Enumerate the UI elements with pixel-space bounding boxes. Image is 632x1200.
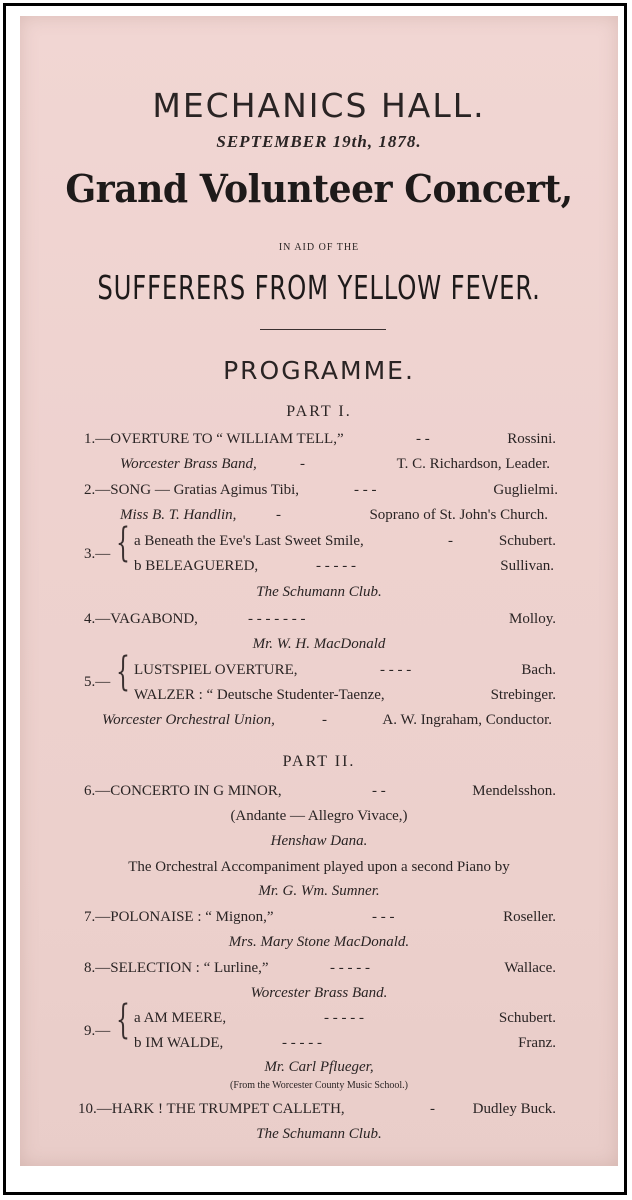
item-5-brace: { — [116, 649, 130, 695]
item-7-title: 7.—POLONAISE : “ Mignon,” — [84, 909, 274, 925]
item-10-title: 10.—HARK ! THE TRUMPET CALLETH, — [78, 1101, 345, 1117]
item-3a-dash: - — [448, 533, 453, 549]
document-frame — [3, 3, 627, 1195]
item-6-composer: Mendelsshon. — [472, 783, 556, 799]
item-9-performer: Mr. Carl Pflueger, — [264, 1059, 374, 1075]
item-5a-dashes: - - - - — [380, 662, 412, 678]
item-1-leader: T. C. Richardson, Leader. — [396, 456, 550, 472]
item-6-note: The Orchestral Accompaniment played upon a second Piano by — [128, 859, 510, 875]
item-9a-composer: Schubert. — [498, 1010, 556, 1026]
part-two-heading: PART II. — [282, 753, 356, 770]
item-5-number: 5.— — [84, 674, 111, 690]
item-1-title: 1.—OVERTURE TO “ WILLIAM TELL,” — [84, 431, 344, 447]
item-3-brace: { — [116, 520, 130, 566]
item-6-title: 6.—CONCERTO IN G MINOR, — [84, 783, 282, 799]
item-9b-composer: Franz. — [518, 1035, 556, 1051]
item-2-dashes: - - - — [354, 482, 377, 498]
item-6-movement: (Andante — Allegro Vivace,) — [230, 808, 408, 824]
item-3b-dashes: - - - - - — [316, 558, 356, 574]
item-9a-title: a AM MEERE, — [134, 1010, 227, 1026]
item-5a-composer: Bach. — [521, 662, 556, 678]
item-3-performer: The Schumann Club. — [256, 584, 382, 600]
concert-programme — [20, 16, 618, 1166]
item-1-dashes: - - — [416, 431, 430, 447]
item-5-performer: Worcester Orchestral Union, — [102, 712, 275, 728]
item-8-title: 8.—SELECTION : “ Lurline,” — [84, 960, 269, 976]
item-2-dash: - — [276, 507, 281, 523]
item-5b-title: WALZER : “ Deutsche Studenter-Taenze, — [134, 687, 385, 703]
item-7-composer: Roseller. — [503, 909, 556, 925]
item-8-performer: Worcester Brass Band. — [250, 985, 388, 1001]
item-3a-title: a Beneath the Eve's Last Sweet Smile, — [134, 533, 364, 549]
item-6-accompanist: Mr. G. Wm. Sumner. — [258, 883, 380, 899]
item-6-performer: Henshaw Dana. — [270, 833, 368, 849]
item-9-brace: { — [116, 997, 130, 1043]
item-9-school: (From the Worcester County Music School.) — [230, 1080, 408, 1091]
item-10-performer: The Schumann Club. — [256, 1126, 382, 1142]
programme-heading: PROGRAMME. — [223, 356, 415, 385]
concert-title: Grand Volunteer Concert, — [65, 166, 573, 211]
item-5-dash: - — [322, 712, 327, 728]
item-9a-dashes: - - - - - — [324, 1010, 364, 1026]
item-8-dashes: - - - - - — [330, 960, 370, 976]
part-one-heading: PART I. — [286, 403, 352, 420]
item-3b-composer: Sullivan. — [500, 558, 554, 574]
item-3b-title: b BELEAGUERED, — [134, 558, 259, 574]
item-5-conductor: A. W. Ingraham, Conductor. — [382, 712, 552, 728]
item-9-number: 9.— — [84, 1023, 111, 1039]
item-2-composer: Guglielmi. — [493, 482, 558, 498]
item-8-composer: Wallace. — [504, 960, 556, 976]
header-divider — [260, 329, 386, 330]
item-1-dash: - — [300, 456, 305, 472]
concert-date: SEPTEMBER 19th, 1878. — [216, 132, 422, 151]
item-9b-dashes: - - - - - — [282, 1035, 322, 1051]
item-3-number: 3.— — [84, 546, 111, 562]
item-2-performer: Miss B. T. Handlin, — [120, 507, 237, 523]
item-6-dashes: - - — [372, 783, 386, 799]
item-4-performer: Mr. W. H. MacDonald — [252, 636, 386, 652]
item-2-title: 2.—SONG — Gratias Agimus Tibi, — [84, 482, 300, 498]
item-4-dashes: - - - - - - - — [248, 611, 306, 627]
item-5b-composer: Strebinger. — [490, 687, 556, 703]
item-1-performer: Worcester Brass Band, — [120, 456, 257, 472]
item-5a-title: LUSTSPIEL OVERTURE, — [134, 662, 298, 678]
item-4-title: 4.—VAGABOND, — [84, 611, 198, 627]
item-10-composer: Dudley Buck. — [472, 1101, 556, 1117]
in-aid-text: IN AID OF THE — [278, 242, 360, 253]
item-1-composer: Rossini. — [507, 431, 556, 447]
item-3a-composer: Schubert. — [498, 533, 556, 549]
hall-name: MECHANICS HALL. — [152, 86, 486, 125]
cause-text: SUFFERERS FROM YELLOW FEVER. — [97, 268, 541, 307]
item-9b-title: b IM WALDE, — [134, 1035, 224, 1051]
item-7-dashes: - - - — [372, 909, 395, 925]
item-7-performer: Mrs. Mary Stone MacDonald. — [228, 934, 410, 950]
item-4-composer: Molloy. — [509, 611, 556, 627]
item-10-dash: - — [430, 1101, 435, 1117]
item-2-role: Soprano of St. John's Church. — [369, 507, 548, 523]
